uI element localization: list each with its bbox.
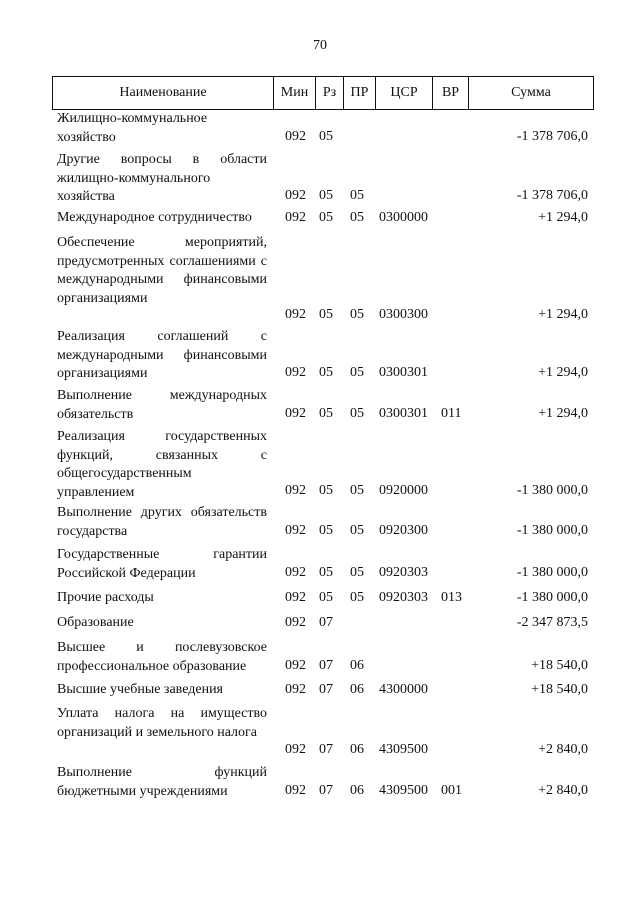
row-min: 092 [285, 682, 306, 697]
table-row [0, 110, 640, 146]
row-rz: 07 [319, 658, 333, 673]
row-name: Уплата налога на имущество организаций и земельного налога [57, 706, 267, 740]
table-header [52, 76, 594, 110]
row-pr: 06 [350, 658, 364, 673]
row-sum: -1 380 000,0 [516, 590, 588, 605]
row-rz: 05 [319, 365, 333, 380]
table-row [0, 639, 640, 675]
row-csr: 4300000 [379, 682, 428, 697]
row-sum: -1 378 706,0 [516, 188, 588, 203]
row-min: 092 [285, 365, 306, 380]
table-row [0, 428, 640, 500]
row-name: Другие вопросы в области жилищно-коммунального хозяйства [57, 152, 267, 205]
row-sum: +1 294,0 [538, 406, 588, 421]
page-number: 70 [313, 38, 327, 53]
row-pr: 05 [350, 590, 364, 605]
row-csr: 0920000 [379, 483, 428, 498]
row-rz: 05 [319, 307, 333, 322]
row-sum: +18 540,0 [531, 682, 588, 697]
header-rz: Рз [316, 77, 344, 109]
row-min: 092 [285, 129, 306, 144]
row-csr: 0920300 [379, 523, 428, 538]
row-sum: -1 380 000,0 [516, 523, 588, 538]
row-rz: 05 [319, 188, 333, 203]
row-min: 092 [285, 565, 306, 580]
row-csr: 0920303 [379, 565, 428, 580]
row-min: 092 [285, 615, 306, 630]
row-sum: -1 378 706,0 [516, 129, 588, 144]
row-pr: 06 [350, 742, 364, 757]
row-rz: 05 [319, 590, 333, 605]
row-rz: 05 [319, 483, 333, 498]
row-csr: 0300000 [379, 210, 428, 225]
row-sum: +1 294,0 [538, 365, 588, 380]
header-csr: ЦСР [376, 77, 433, 109]
row-vr: 013 [441, 590, 462, 605]
row-csr: 0920303 [379, 590, 428, 605]
row-rz: 07 [319, 742, 333, 757]
row-name: Образование [57, 615, 134, 630]
row-name: Выполнение международных обязательств [57, 388, 267, 422]
row-csr: 0300301 [379, 406, 428, 421]
row-min: 092 [285, 188, 306, 203]
row-csr: 4309500 [379, 783, 428, 798]
row-min: 092 [285, 483, 306, 498]
row-csr: 0300300 [379, 307, 428, 322]
row-csr: 4309500 [379, 742, 428, 757]
row-rz: 05 [319, 129, 333, 144]
row-vr: 001 [441, 783, 462, 798]
row-pr: 05 [350, 565, 364, 580]
table-row [0, 328, 640, 382]
row-min: 092 [285, 406, 306, 421]
table-row [0, 546, 640, 582]
row-pr: 05 [350, 406, 364, 421]
table-row [0, 589, 640, 607]
row-min: 092 [285, 590, 306, 605]
row-rz: 05 [319, 406, 333, 421]
row-min: 092 [285, 658, 306, 673]
row-pr: 05 [350, 483, 364, 498]
row-rz: 07 [319, 615, 333, 630]
header-sum: Сумма [511, 85, 551, 100]
row-sum: +1 294,0 [538, 307, 588, 322]
header-name: Наименование [53, 77, 274, 109]
row-rz: 07 [319, 682, 333, 697]
row-sum: -1 380 000,0 [516, 483, 588, 498]
row-rz: 05 [319, 210, 333, 225]
row-name: Жилищно-коммунальное хозяйство [57, 111, 208, 145]
table-row [0, 387, 640, 423]
header-min: Мин [274, 77, 316, 109]
row-pr: 05 [350, 523, 364, 538]
row-name: Прочие расходы [57, 590, 154, 605]
row-min: 092 [285, 523, 306, 538]
row-sum: -1 380 000,0 [516, 565, 588, 580]
row-pr: 06 [350, 682, 364, 697]
row-sum: +18 540,0 [531, 658, 588, 673]
row-name: Высшие учебные заведения [57, 682, 223, 697]
row-name: Выполнение других обязательств государства [57, 505, 267, 539]
row-name: Реализация государственных функций, связанных с общегосударственным управлением [57, 429, 267, 500]
row-sum: +2 840,0 [538, 783, 588, 798]
row-name: Реализация соглашений с международными финансовыми организациями [57, 329, 267, 382]
row-pr: 05 [350, 307, 364, 322]
table-row [0, 209, 640, 227]
row-rz: 05 [319, 523, 333, 538]
row-pr: 05 [350, 365, 364, 380]
table-row [0, 764, 640, 800]
row-rz: 07 [319, 783, 333, 798]
header-pr: ПР [344, 77, 376, 109]
row-sum: -2 347 873,5 [516, 615, 588, 630]
row-sum: +1 294,0 [538, 210, 588, 225]
table-row [0, 681, 640, 699]
table-row [0, 614, 640, 632]
table-row [0, 234, 640, 324]
row-name: Международное сотрудничество [57, 210, 252, 225]
row-pr: 05 [350, 210, 364, 225]
row-rz: 05 [319, 565, 333, 580]
row-pr: 06 [350, 783, 364, 798]
row-name: Государственные гарантии Российской Федерации [57, 547, 267, 581]
row-sum: +2 840,0 [538, 742, 588, 757]
table-row [0, 705, 640, 759]
row-min: 092 [285, 742, 306, 757]
row-csr: 0300301 [379, 365, 428, 380]
table-row [0, 151, 640, 205]
row-name: Обеспечение мероприятий, предусмотренных соглашениями с международными финансовыми организациями [57, 235, 267, 306]
row-min: 092 [285, 307, 306, 322]
row-name: Высшее и послевузовское профессиональное образование [57, 640, 267, 674]
row-name: Выполнение функций бюджетными учреждениями [57, 765, 267, 799]
row-vr: 011 [441, 406, 462, 421]
table-row [0, 504, 640, 540]
row-min: 092 [285, 783, 306, 798]
row-pr: 05 [350, 188, 364, 203]
header-vr: ВР [433, 77, 469, 109]
row-min: 092 [285, 210, 306, 225]
